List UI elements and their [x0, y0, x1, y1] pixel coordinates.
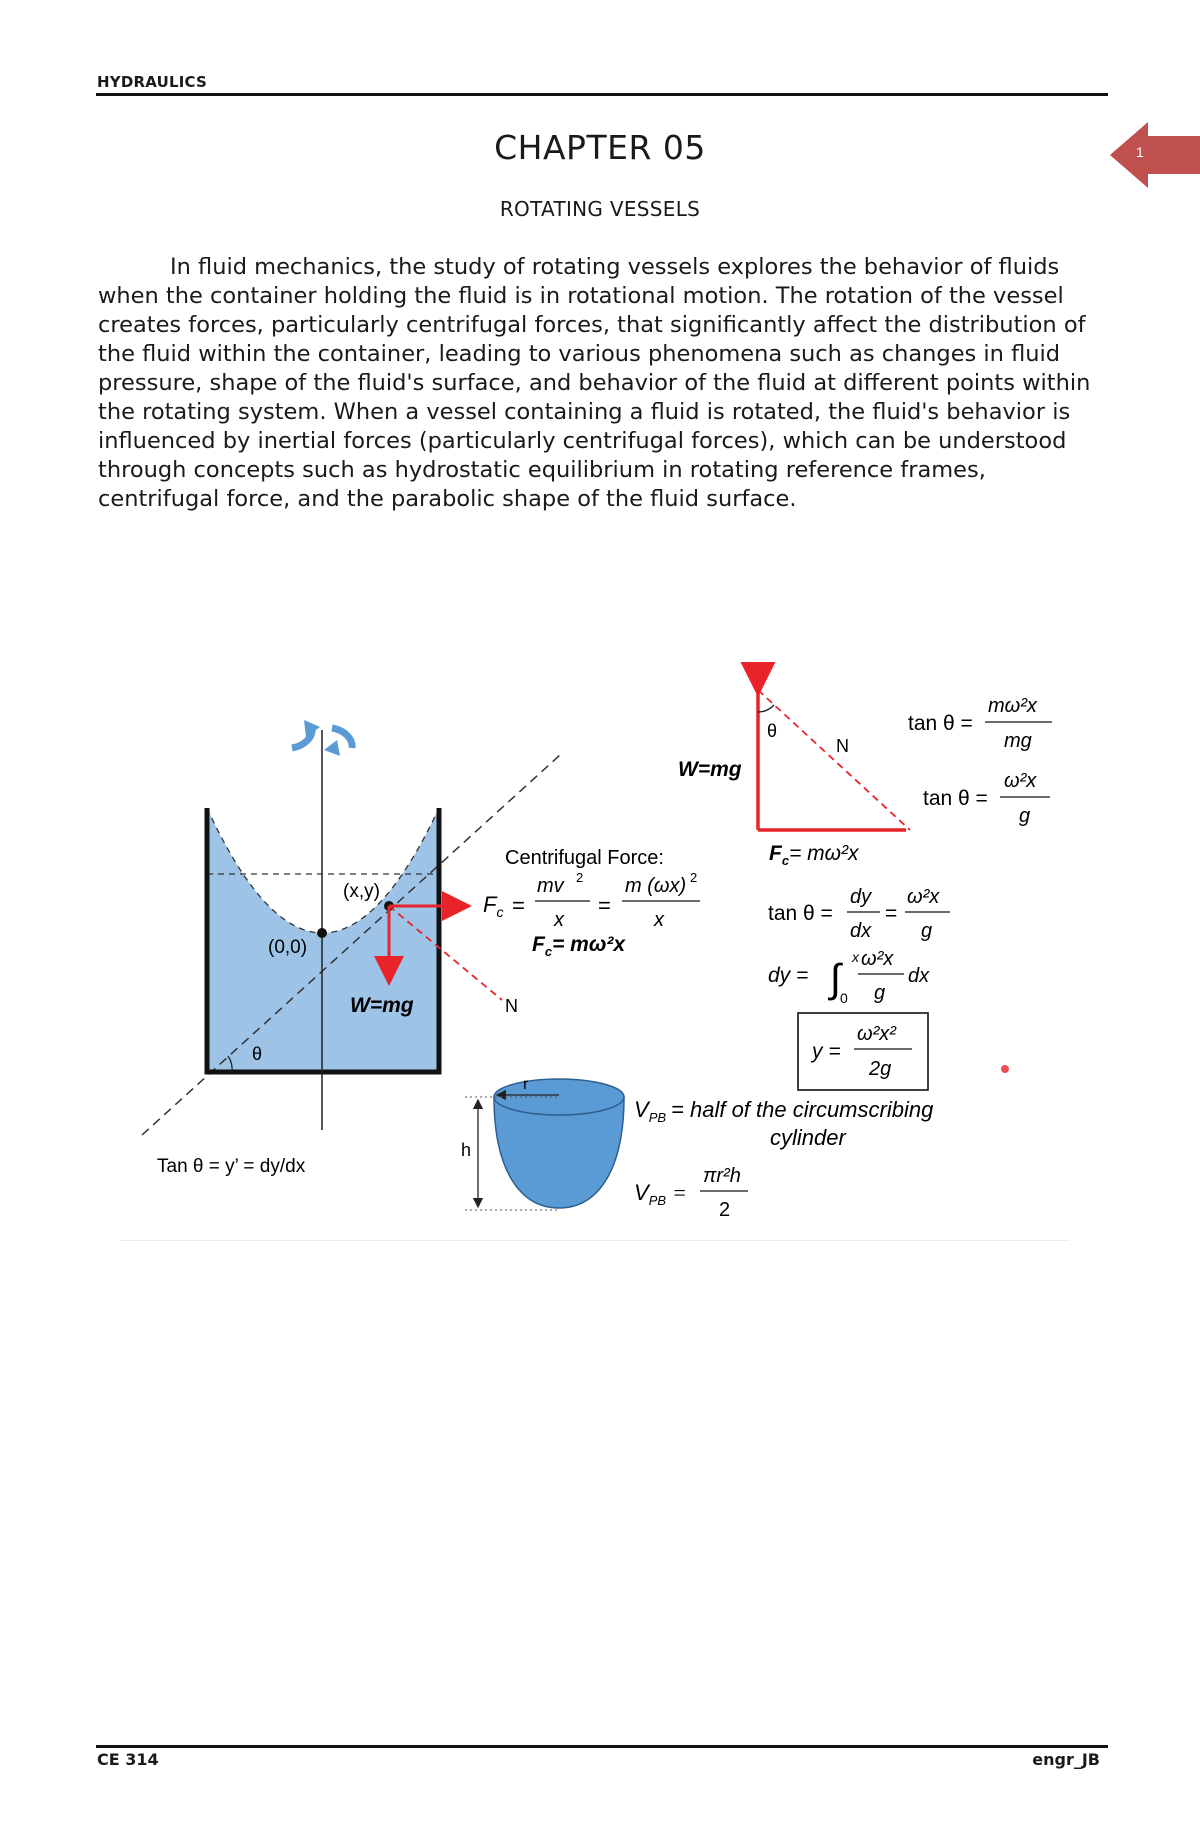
origin-label: (0,0) — [268, 937, 308, 958]
svg-text:=: = — [598, 893, 611, 918]
fluid-body — [207, 808, 439, 1072]
deriv-line1-den2: g — [921, 920, 933, 942]
tan-eq2-den: g — [1019, 805, 1031, 827]
triangle-angle-label: θ — [767, 721, 778, 741]
fc-sub: c — [496, 904, 504, 920]
triangle-fc-label: $F_c= m\omega^2x$ — [769, 842, 859, 868]
svg-text:Fc — [483, 892, 503, 920]
derivation — [768, 886, 950, 1090]
footer-rule — [96, 1745, 1108, 1748]
deriv-line2-upper: x — [852, 949, 859, 965]
point-label: (x,y) — [343, 881, 380, 902]
vessel-normal-label: N — [505, 996, 518, 1016]
radius-label: r — [523, 1076, 529, 1093]
intro-paragraph: In fluid mechanics, the study of rotating vessels explores the behavior of fluids when the container holding the fluid is in rotational motion. The rotation of the vessel creates forces, particularly centrifugal forces, that significantly affect the distribution of the fluid within the container, leading to various phenomena such as changes in fluid pressure, shape of the fluid's surface, and behavior of the fluid at different points within the rotating system. When a vessel containing a fluid is rotated, the fluid's behavior is influenced by inertial forces (particularly centrifugal forces), which can be understood through concepts such as hydrostatic equilibrium in rotating reference frames, centrifugal force, and the parabolic shape of the fluid surface. — [98, 254, 1091, 512]
deriv-line2-den: g — [874, 982, 886, 1004]
svg-text:VPB= half of the circumscribin — [634, 1097, 934, 1125]
vpb-text-line2: cylinder — [770, 1125, 846, 1150]
tan-eq2-num: ω²x — [1004, 770, 1037, 792]
deriv-line1-den: dx — [850, 920, 872, 942]
force-triangle — [758, 690, 910, 830]
figure-bottom-rule — [120, 1240, 1070, 1241]
triangle-normal-line — [758, 690, 910, 830]
marker-dot — [1001, 1065, 1009, 1073]
tan-eq1-lhs: tan θ = — [908, 712, 973, 735]
svg-text:2: 2 — [576, 870, 584, 885]
svg-text:VPB=: $V_{PB}$ = — [634, 1180, 687, 1208]
header-label: HYDRAULICS — [97, 73, 207, 91]
svg-text:Fc= mω²x: $F_c= m\omega^2x$ — [532, 933, 626, 959]
section-title: ROTATING VESSELS — [499, 197, 701, 221]
vessel-diagram — [142, 720, 560, 1135]
vpb-sub: PB — [648, 1110, 667, 1125]
centrifugal-heading: Centrifugal Force: — [505, 847, 664, 869]
deriv-line2-lhs: dy = — [768, 964, 809, 987]
deriv-line1-num: dy — [850, 886, 872, 908]
vpb-formula-den: 2 — [719, 1199, 731, 1221]
svg-text:∫: ∫ — [830, 957, 841, 1001]
deriv-line2-dx: dx — [908, 965, 930, 987]
chapter-title: CHAPTER 05 — [494, 128, 706, 167]
boxed-lhs: y = — [812, 1040, 841, 1063]
page-number: 1 — [1136, 144, 1144, 160]
deriv-line1-num2: ω²x — [907, 886, 940, 908]
deriv-line2-num: ω²x — [861, 948, 894, 970]
height-label: h — [461, 1140, 472, 1160]
term1-num: mv — [537, 875, 564, 897]
term2-den: x — [654, 909, 664, 931]
vpb-symbol: V — [634, 1097, 649, 1122]
tan-caption: Tan θ = y’ = dy/dx — [157, 1156, 306, 1177]
fc-symbol: F — [483, 892, 497, 917]
fc-result: F — [532, 933, 545, 956]
boxed-num: ω²x² — [857, 1023, 896, 1045]
vessel-angle-label: θ — [252, 1044, 263, 1064]
boxed-den: 2g — [869, 1058, 892, 1080]
fc-result-rhs: = mω²x — [552, 933, 626, 956]
deriv-line2-lower: 0 — [840, 990, 848, 1006]
triangle-weight-label: W=mg — [678, 758, 742, 781]
vessel-weight-label: W=mg — [350, 994, 414, 1017]
triangle-normal-label: N — [836, 736, 849, 756]
footer-author: engr_JB — [1032, 1750, 1100, 1769]
term2-num: m (ωx) — [625, 875, 687, 897]
svg-text:=: = — [885, 902, 898, 925]
svg-text:2: 2 — [690, 870, 698, 885]
paraboloid-diagram — [465, 1079, 624, 1210]
origin-point — [317, 928, 327, 938]
vpb-formula-num: πr²h — [703, 1165, 741, 1187]
term1-den: x — [554, 909, 564, 931]
centrifugal-equation — [483, 870, 700, 959]
vpb-statements — [634, 1097, 934, 1221]
tan-equations — [908, 695, 1052, 827]
tan-eq1-num: mω²x — [988, 695, 1037, 717]
tan-eq2-lhs: tan θ = — [923, 787, 988, 810]
svg-text:=: = — [512, 893, 525, 918]
deriv-line1-lhs: tan θ = — [768, 902, 833, 925]
footer-course: CE 314 — [97, 1750, 159, 1769]
tan-eq1-den: mg — [1004, 730, 1032, 752]
vpb-text-line1: = half of the circumscribing — [671, 1097, 934, 1122]
paraboloid-top — [494, 1079, 624, 1115]
